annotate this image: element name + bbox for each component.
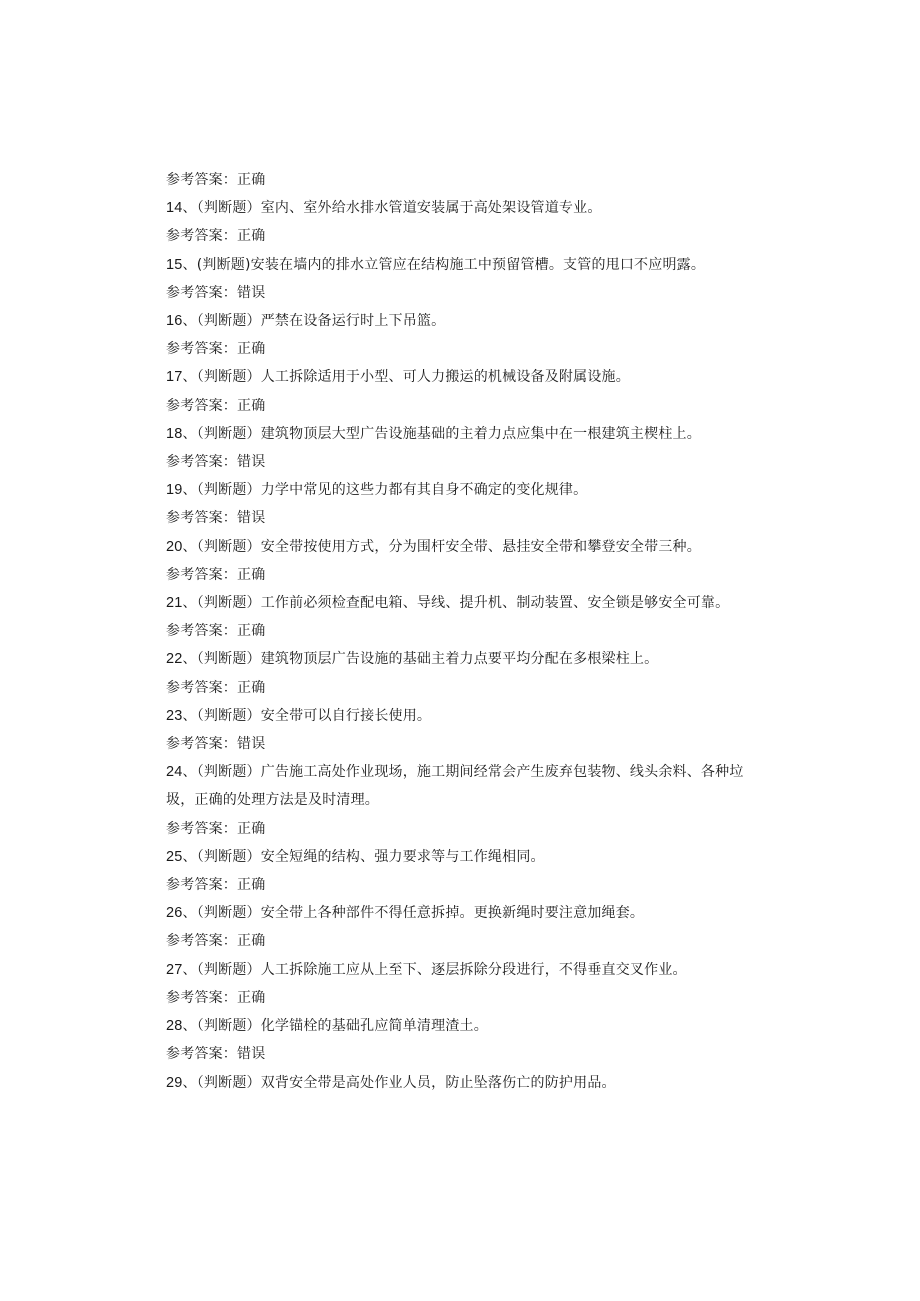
answer-value: 正确 [237,877,266,894]
answer-value: 错误 [237,1046,266,1063]
question-number: 26 [166,905,183,922]
answer-value: 正确 [237,933,266,950]
question-line-21 [166,589,766,617]
question-text: 、（判断题）室内、室外给水排水管道安装属于高处架设管道专业。 [182,200,602,217]
question-number: 20 [166,538,183,555]
question-text: 、（判断题）人工拆除施工应从上至下、逐层拆除分段进行，不得垂直交叉作业。 [182,961,687,978]
answer-value: 正确 [237,228,266,245]
question-text: 、（判断题）化学锚栓的基础孔应简单清理渣土。 [182,1018,488,1035]
question-text: 、（判断题）双背安全带是高处作业人员，防止坠落伤亡的防护用品。 [182,1074,616,1091]
question-text: 、（判断题）安全短绳的结构、强力要求等与工作绳相同。 [182,848,545,865]
question-line-15 [166,251,766,279]
question-text: 、（判断题）人工拆除适用于小型、可人力搬运的机械设备及附属设施。 [182,369,630,386]
question-text: 、（判断题）安全带上各种部件不得任意拆掉。更换新绳时要注意加绳套。 [182,905,645,922]
question-text: 、（判断题）广告施工高处作业现场，施工期间经常会产生废弃包装物、线头余料、各种垃圾，正确的处理方法是及时清理。 [166,764,744,809]
question-line-17 [166,363,766,391]
question-line-23 [166,702,766,730]
answer-value: 正确 [237,341,266,358]
answer-label: 参考答案： [166,228,237,245]
question-number: 14 [166,200,183,217]
answer-value: 正确 [237,623,266,640]
question-text: 、（判断题）安全带按使用方式，分为围杆安全带、悬挂安全带和攀登安全带三种。 [182,538,701,555]
answer-label: 参考答案： [166,989,237,1006]
question-text: 、（判断题）严禁在设备运行时上下吊篮。 [182,313,446,330]
answer-line [166,984,766,1012]
answer-value: 正确 [237,172,266,188]
question-text: 、（判断题）建筑物顶层广告设施的基础主着力点要平均分配在多根梁柱上。 [182,651,659,668]
question-number: 19 [166,482,183,499]
answer-label: 参考答案： [166,679,237,696]
question-text: 、（判断题）工作前必须检查配电箱、导线、提升机、制动装置、安全锁是够安全可靠。 [182,595,730,612]
question-number: 16 [166,313,183,330]
answer-line [166,448,766,476]
answer-label: 参考答案： [166,341,237,358]
question-number: 23 [166,707,183,724]
answer-label: 参考答案： [166,397,237,414]
answer-line [166,392,766,420]
answer-value: 正确 [237,989,266,1006]
question-text: 、（判断题）建筑物顶层大型广告设施基础的主着力点应集中在一根建筑主楔柱上。 [182,425,701,442]
answer-line [166,335,766,363]
answer-line [166,871,766,899]
question-number: 25 [166,848,183,865]
question-line-24 [166,758,766,814]
answer-label: 参考答案： [166,623,237,640]
question-number: 17 [166,369,183,386]
answer-label: 参考答案： [166,736,237,753]
question-line-25 [166,843,766,871]
question-number: 27 [166,961,183,978]
answer-line [166,815,766,843]
question-number: 15 [166,256,183,273]
answer-value: 正确 [237,820,266,837]
answer-line [166,166,766,194]
answer-value: 错误 [237,454,266,471]
answer-label: 参考答案： [166,820,237,837]
answer-label: 参考答案： [166,284,237,301]
answer-value: 错误 [237,284,266,301]
question-line-20 [166,533,766,561]
answer-label: 参考答案： [166,566,237,583]
question-list [166,166,766,1097]
question-line-22 [166,645,766,673]
answer-value: 正确 [237,397,266,414]
answer-label: 参考答案： [166,454,237,471]
question-number: 28 [166,1018,183,1035]
answer-line [166,1040,766,1068]
question-number: 22 [166,651,183,668]
question-line-29 [166,1069,766,1097]
question-line-26 [166,899,766,927]
answer-line [166,279,766,307]
answer-value: 错误 [237,510,266,527]
answer-line [166,504,766,532]
question-line-18 [166,420,766,448]
question-line-28 [166,1012,766,1040]
question-line-27 [166,956,766,984]
answer-label: 参考答案： [166,510,237,527]
answer-line [166,674,766,702]
question-number: 29 [166,1074,183,1091]
question-line-19 [166,476,766,504]
question-text: 、（判断题）安全带可以自行接长使用。 [182,707,432,724]
answer-line [166,927,766,955]
answer-label: 参考答案： [166,933,237,950]
question-number: 18 [166,425,183,442]
answer-label: 参考答案： [166,172,237,188]
answer-label: 参考答案： [166,877,237,894]
answer-line [166,730,766,758]
answer-value: 正确 [237,566,266,583]
answer-value: 错误 [237,736,266,753]
answer-line [166,222,766,250]
question-number: 24 [166,764,183,781]
answer-line [166,561,766,589]
question-number: 21 [166,595,183,612]
answer-line [166,617,766,645]
question-line-16 [166,307,766,335]
answer-label: 参考答案： [166,1046,237,1063]
question-line-14 [166,194,766,222]
question-text: 、（判断题）力学中常见的这些力都有其自身不确定的变化规律。 [182,482,588,499]
answer-value: 正确 [237,679,266,696]
question-text: 、(判断题)安装在墙内的排水立管应在结构施工中预留管槽。支管的甩口不应明露。 [182,256,706,273]
